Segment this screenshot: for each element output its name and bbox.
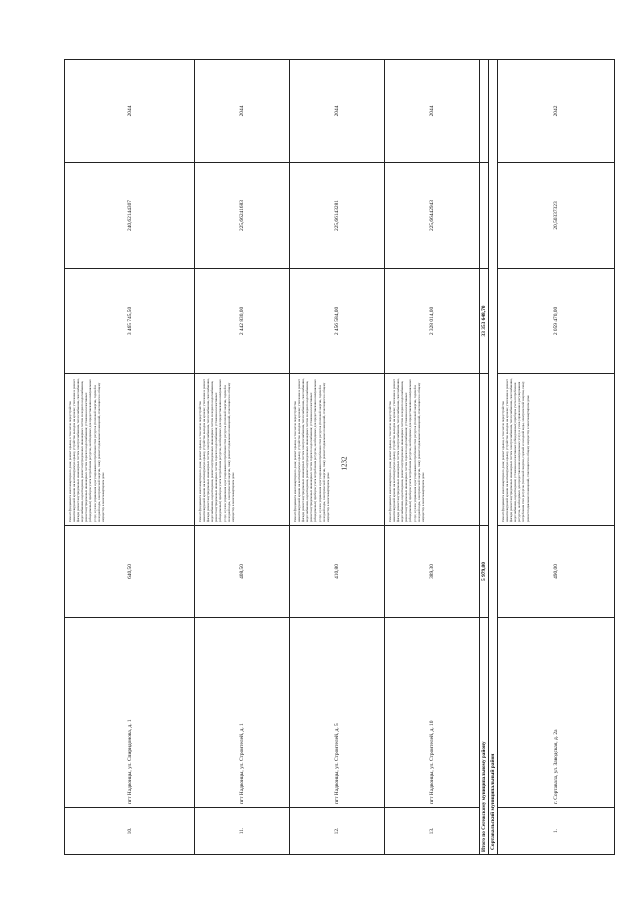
capital-repair-table [64, 59, 615, 855]
house-area: 410,80 [290, 526, 385, 618]
empty-cell [480, 163, 489, 269]
cost-per-sqm: 20,50337323 [498, 163, 615, 269]
cost-per-sqm: 225,66241683 [195, 163, 290, 269]
row-number: 11. [195, 808, 290, 855]
page-number: 1232 [340, 456, 349, 471]
repair-cost: 2 059 470,00 [498, 269, 615, 374]
row-number: 13. [385, 808, 480, 855]
house-area: 490,00 [498, 526, 615, 618]
empty-cell [480, 374, 489, 526]
table-row [385, 60, 480, 855]
empty-cell [480, 60, 489, 163]
house-address: пгт Надвоицы, ул. Строителей, д. 5 [290, 618, 385, 808]
planned-year: 2044 [195, 60, 290, 163]
repair-works: Ремонт фундамента многоквартирного дома; ремонт крыши, в том числе переустройство невентилируемой крыши на вентилируемую крышу, устройство выходов на кровлю; утепление и ремонт фасада; ремонт внутридомовых инженерных систем электроснабжения, теплоснабжения, газоснабжения, водоснабжения, водоотведения, ремонт внутридомовых инженерных систем холодного водоснабжения, ремонт внутридомовых инженерных систем горячего водоснабжения; установка коллективных (общедомовых) приборов учета потребления ресурсов, необходимых для предоставления коммунальных услуг, и узлов управления и регулирования потребления этих ресурсов (тепловой энергии, горячей и холодной воды, электрической энергии, газа); ремонт подвальных помещений, относящихся к общему имуществу в многоквартирном доме [65, 374, 195, 526]
repair-cost: 2 456 584,00 [290, 269, 385, 374]
house-address: г. Сортавала, ул. Заводская, д. 2а [498, 618, 615, 808]
district-total-label: Итого по Сегежскому муниципальному району [480, 618, 489, 855]
table-row [65, 60, 195, 855]
repair-works: Ремонт фундамента многоквартирного дома; ремонт крыши, в том числе переустройство невентилируемой крыши на вентилируемую крышу, устройство выходов на кровлю; утепление и ремонт фасада; ремонт внутридомовых инженерных систем электроснабжения, теплоснабжения, газоснабжения, водоснабжения, водоотведения; установка коллективных (общедомовых) приборов учета потребления ресурсов, необходимых для предоставления коммунальных услуг, и узлов управления и регулирования потребления этих ресурсов (тепловой энергии, горячей и холодной воды, электрической энергии, газа); ремонт подвальных помещений, относящихся к общему имуществу в многоквартирном доме [498, 374, 615, 526]
house-address: пгт Надвоицы, ул. Строителей, д. 1 [195, 618, 290, 808]
district-name: Сортавальский муниципальный район [489, 60, 498, 855]
cost-per-sqm: 225,66143281 [290, 163, 385, 269]
district-total-row [480, 60, 489, 855]
repair-works: Ремонт фундамента многоквартирного дома; ремонт крыши, в том числе переустройство невентилируемой крыши на вентилируемую крышу, устройство выходов на кровлю; утепление и ремонт фасада; ремонт внутридомовых инженерных систем электроснабжения, теплоснабжения, газоснабжения, водоснабжения, водоотведения, ремонт внутридомовых инженерных систем холодного водоснабжения, ремонт внутридомовых инженерных систем горячего водоснабжения; установка коллективных (общедомовых) приборов учета потребления ресурсов, необходимых для предоставления коммунальных услуг, и узлов управления и регулирования потребления этих ресурсов (тепловой энергии, горячей и холодной воды, электрической энергии, газа); ремонт подвальных помещений, относящихся к общему имуществу в многоквартирном доме [290, 374, 385, 526]
house-address: пгт Надвоицы, ул. Спиридонова, д. 1 [65, 618, 195, 808]
repair-works: Ремонт фундамента многоквартирного дома; ремонт крыши, в том числе переустройство невентилируемой крыши на вентилируемую крышу, устройство выходов на кровлю; утепление и ремонт фасада; ремонт внутридомовых инженерных систем электроснабжения, теплоснабжения, газоснабжения, водоснабжения, водоотведения, ремонт внутридомовых инженерных систем холодного водоснабжения, ремонт внутридомовых инженерных систем горячего водоснабжения; установка коллективных (общедомовых) приборов учета потребления ресурсов, необходимых для предоставления коммунальных услуг, и узлов управления и регулирования потребления этих ресурсов (тепловой энергии, горячей и холодной воды, электрической энергии, газа); ремонт подвальных помещений, относящихся к общему имуществу в многоквартирном доме [385, 374, 480, 526]
row-number: 12. [290, 808, 385, 855]
planned-year: 2042 [498, 60, 615, 163]
row-number: 10. [65, 808, 195, 855]
house-area: 389,30 [385, 526, 480, 618]
district-header-row [489, 60, 498, 855]
repair-cost: 2 442 830,00 [195, 269, 290, 374]
repair-cost: 2 328 014,00 [385, 269, 480, 374]
planned-year: 2044 [290, 60, 385, 163]
repair-cost: 3 465 745,50 [65, 269, 195, 374]
district-total-cost: 33 353 648,70 [480, 269, 489, 374]
house-area: 640,50 [65, 526, 195, 618]
row-number: 1. [498, 808, 615, 855]
house-area: 408,50 [195, 526, 290, 618]
table-row [498, 60, 615, 855]
repair-works: Ремонт фундамента многоквартирного дома; ремонт крыши, в том числе переустройство невентилируемой крыши на вентилируемую крышу, устройство выходов на кровлю; утепление и ремонт фасада; ремонт внутридомовых инженерных систем электроснабжения, теплоснабжения, газоснабжения, водоснабжения, водоотведения, ремонт внутридомовых инженерных систем холодного водоснабжения, ремонт внутридомовых инженерных систем горячего водоснабжения; установка коллективных (общедомовых) приборов учета потребления ресурсов, необходимых для предоставления коммунальных услуг, и узлов управления и регулирования потребления этих ресурсов (тепловой энергии, горячей и холодной воды, электрической энергии, газа); ремонт подвальных помещений, относящихся к общему имуществу в многоквартирном доме [195, 374, 290, 526]
planned-year: 2044 [65, 60, 195, 163]
table-row [195, 60, 290, 855]
district-total-area: 5 979,00 [480, 526, 489, 618]
cost-per-sqm: 240,62144307 [65, 163, 195, 269]
planned-year: 2044 [385, 60, 480, 163]
rotated-table-wrapper [64, 60, 614, 855]
house-address: пгт Надвоицы, ул. Строителей, д. 10 [385, 618, 480, 808]
table-row [290, 60, 385, 855]
cost-per-sqm: 225,66442943 [385, 163, 480, 269]
